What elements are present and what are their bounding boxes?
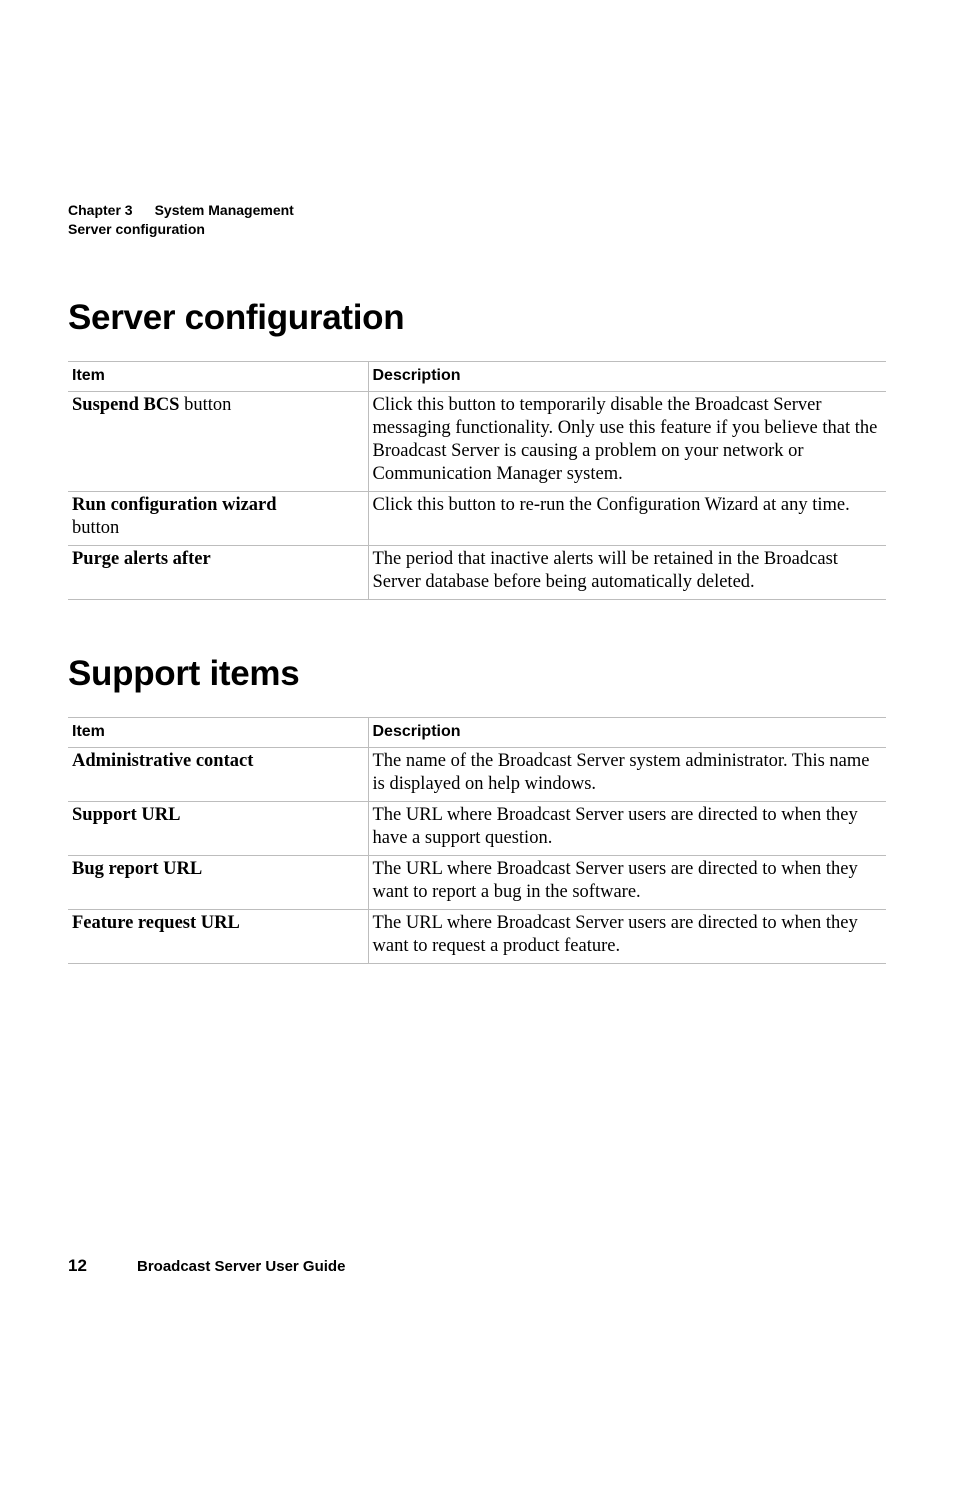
column-header-description: Description	[368, 362, 886, 392]
item-suffix: button	[179, 395, 232, 415]
item-cell	[68, 392, 368, 492]
description-cell: The URL where Broadcast Server users are directed to when they have a support question.	[368, 802, 886, 856]
table-row	[68, 910, 886, 964]
item-cell	[68, 546, 368, 600]
page-footer	[68, 1256, 345, 1277]
item-name: Feature request URL	[72, 913, 240, 933]
item-name: Run configuration wizard	[72, 495, 277, 515]
description-cell: Click this button to temporarily disable the Broadcast Server messaging functionality. Only use this feature if you believe that the Broadcast Server is causing a problem on your network or Communication Manager system.	[368, 392, 886, 492]
table-row	[68, 546, 886, 600]
chapter-label: Chapter 3	[68, 202, 133, 218]
item-name: Purge alerts after	[72, 549, 211, 569]
column-header-description: Description	[368, 718, 886, 748]
table-row	[68, 748, 886, 802]
running-header	[68, 201, 294, 239]
table-header-row	[68, 718, 886, 748]
item-cell	[68, 748, 368, 802]
section-label: Server configuration	[68, 221, 205, 237]
column-header-item: Item	[68, 718, 368, 748]
table-row	[68, 492, 886, 546]
item-suffix: button	[72, 518, 120, 538]
item-name: Support URL	[72, 805, 181, 825]
item-name: Suspend BCS	[72, 395, 180, 415]
item-name: Bug report URL	[72, 859, 203, 879]
server-configuration-table	[68, 361, 886, 600]
table-row	[68, 392, 886, 492]
column-header-item: Item	[68, 362, 368, 392]
chapter-line	[68, 201, 294, 220]
table-header-row	[68, 362, 886, 392]
item-name: Administrative contact	[72, 751, 254, 771]
chapter-title: System Management	[154, 202, 294, 218]
section-title-support-items: Support items	[68, 654, 300, 693]
table-row	[68, 802, 886, 856]
table-row	[68, 856, 886, 910]
item-cell	[68, 856, 368, 910]
description-cell: Click this button to re-run the Configuration Wizard at any time.	[368, 492, 886, 546]
item-cell	[68, 802, 368, 856]
item-cell	[68, 910, 368, 964]
description-cell: The URL where Broadcast Server users are directed to when they want to request a product feature.	[368, 910, 886, 964]
page-number: 12	[68, 1256, 87, 1275]
book-title: Broadcast Server User Guide	[137, 1258, 346, 1275]
support-items-table	[68, 717, 886, 964]
description-cell: The name of the Broadcast Server system administrator. This name is displayed on help windows.	[368, 748, 886, 802]
item-cell	[68, 492, 368, 546]
description-cell: The URL where Broadcast Server users are directed to when they want to report a bug in the software.	[368, 856, 886, 910]
description-cell: The period that inactive alerts will be retained in the Broadcast Server database before being automatically deleted.	[368, 546, 886, 600]
section-title-server-configuration: Server configuration	[68, 298, 405, 337]
